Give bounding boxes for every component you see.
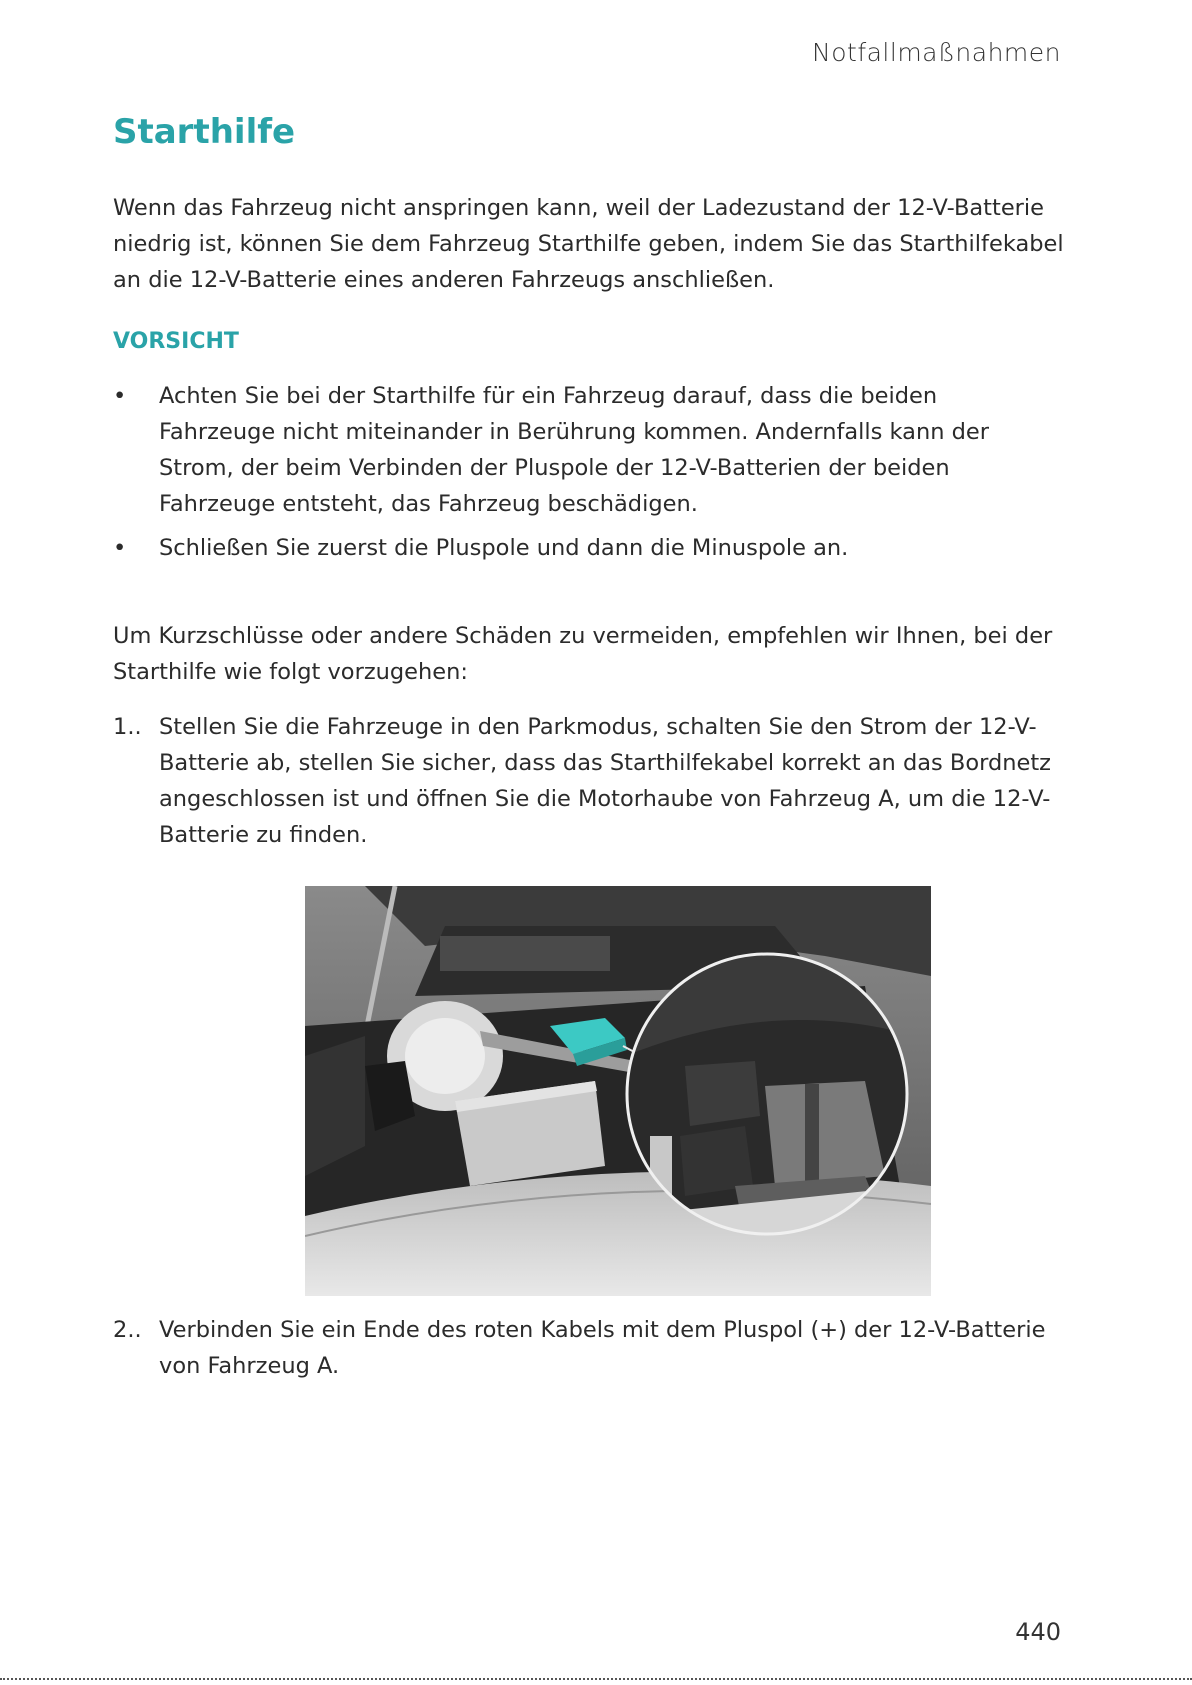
step-number: 1.. (113, 714, 142, 740)
step-text: Verbinden Sie ein Ende des roten Kabels mit dem Pluspol (+) der 12-V-Batterie von Fahrzeug A. (159, 1317, 1046, 1379)
bullet-icon: • (113, 535, 127, 561)
procedure-intro: Um Kurzschlüsse oder andere Schäden zu vermeiden, empfehlen wir Ihnen, bei der Starthilfe wie folgt vorzugehen: (113, 623, 1053, 685)
page-number: 440 (1015, 1618, 1061, 1646)
engine-bay-illustration (305, 886, 931, 1296)
engine-bay-figure (305, 886, 931, 1296)
caution-item-text: Schließen Sie zuerst die Pluspole und dann die Minuspole an. (159, 535, 849, 561)
page-bottom-rule (0, 1678, 1192, 1680)
step-list (113, 709, 1073, 853)
running-header: Notfallmaßnahmen (812, 38, 1061, 67)
bullet-icon: • (113, 383, 127, 409)
step-item (113, 1312, 1073, 1384)
caution-list (113, 378, 1053, 574)
step-item (113, 709, 1073, 853)
caution-label: VORSICHT (113, 329, 239, 354)
step-text: Stellen Sie die Fahrzeuge in den Parkmodus, schalten Sie den Strom der 12-V-Batterie ab, stellen Sie sicher, dass das Starthilfekabel korrekt an das Bordnetz angeschlossen ist und öffnen Sie die Motorhaube von Fahrzeug A, um die 12-V-Batterie zu finden. (159, 714, 1051, 848)
intro-paragraph: Wenn das Fahrzeug nicht anspringen kann, weil der Ladezustand der 12-V-Batterie niedrig ist, können Sie dem Fahrzeug Starthilfe geben, indem Sie das Starthilfekabel an die 12-V-Batterie eines anderen Fahrzeugs anschließen. (113, 195, 1064, 293)
caution-item-text: Achten Sie bei der Starthilfe für ein Fahrzeug darauf, dass die beiden Fahrzeuge nicht miteinander in Berührung kommen. Andernfalls kann der Strom, der beim Verbinden der Pluspole der 12-V-Batterien der beiden Fahrzeuge entsteht, das Fahrzeug beschädigen. (159, 383, 990, 517)
caution-item (113, 530, 1053, 566)
step-number: 2.. (113, 1317, 142, 1343)
page-title: Starthilfe (113, 112, 296, 152)
caution-item (113, 378, 1053, 522)
step-list (113, 1312, 1073, 1384)
